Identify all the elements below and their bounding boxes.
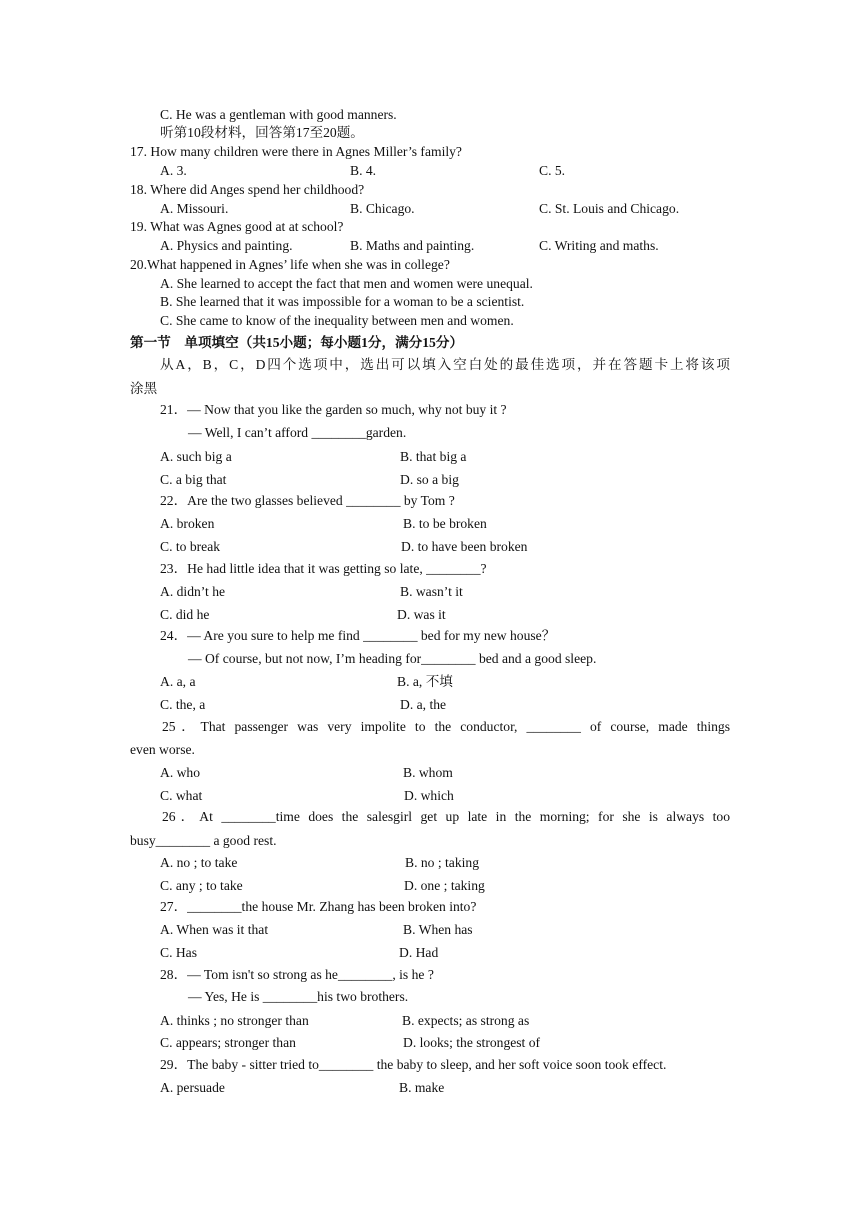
text-line-o26d: D. one ; taking bbox=[404, 878, 485, 893]
text-line-l08c: C. Writing and maths. bbox=[539, 238, 659, 253]
text-line-l01: C. He was a gentleman with good manners. bbox=[160, 107, 397, 122]
text-line-o21c: C. a big that bbox=[160, 472, 227, 487]
text-line-o24a: A. a, a bbox=[160, 674, 196, 689]
text-line-q25a: 25．That passenger was very impolite to the conductor, ________ of course, made things bbox=[162, 719, 730, 734]
text-line-o22c: C. to break bbox=[160, 539, 221, 554]
text-line-o21d: D. so a big bbox=[400, 472, 459, 487]
text-line-o29b: B. make bbox=[399, 1080, 445, 1095]
text-line-q23: 23．He had little idea that it was getting so late, ________? bbox=[160, 561, 487, 576]
text-line-q24a: 24．— Are you sure to help me find ________ bed for my new house？ bbox=[160, 628, 556, 643]
text-line-o23a: A. didn’t he bbox=[160, 584, 226, 599]
text-line-l06a: A. Missouri. bbox=[160, 201, 229, 216]
text-line-l04c: C. 5. bbox=[539, 163, 566, 178]
text-line-l05: 18. Where did Anges spend her childhood? bbox=[130, 182, 365, 197]
text-line-q28a: 28．— Tom isn't so strong as he________, is he ? bbox=[160, 967, 434, 982]
text-line-o21a: A. such big a bbox=[160, 449, 232, 464]
text-line-q26b: busy________ a good rest. bbox=[130, 833, 277, 848]
text-line-l06c: C. St. Louis and Chicago. bbox=[539, 201, 680, 216]
text-line-o22a: A. broken bbox=[160, 516, 215, 531]
text-line-q25b: even worse. bbox=[130, 742, 195, 757]
text-line-l07: 19. What was Agnes good at at school? bbox=[130, 219, 344, 234]
text-line-o26b: B. no ; taking bbox=[405, 855, 480, 870]
text-line-o27d: D. Had bbox=[399, 945, 439, 960]
text-line-o28d: D. looks; the strongest of bbox=[403, 1035, 541, 1050]
text-line-l13: 第一节 单项填空（共15小题；每小题1分，满分15分） bbox=[130, 335, 464, 350]
text-line-o27b: B. When has bbox=[403, 922, 473, 937]
text-line-q22: 22．Are the two glasses believed ________ by Tom ? bbox=[160, 493, 455, 508]
text-line-l04b: B. 4. bbox=[350, 163, 377, 178]
text-line-o28b: B. expects; as strong as bbox=[402, 1013, 530, 1028]
text-line-o24d: D. a, the bbox=[400, 697, 447, 712]
text-line-o25a: A. who bbox=[160, 765, 201, 780]
text-line-o23b: B. wasn’t it bbox=[400, 584, 463, 599]
text-line-q28b: — Yes, He is ________his two brothers. bbox=[188, 989, 409, 1004]
text-line-l11: B. She learned that it was impossible for a woman to be a scientist. bbox=[160, 294, 525, 309]
text-line-o28a: A. thinks ; no stronger than bbox=[160, 1013, 309, 1028]
text-line-q24b: — Of course, but not now, I’m heading for________ bed and a good sleep. bbox=[188, 651, 597, 666]
text-line-q21b: — Well, I can’t afford ________garden. bbox=[188, 425, 407, 440]
text-line-q27: 27．________the house Mr. Zhang has been broken into? bbox=[160, 899, 477, 914]
text-line-l09: 20.What happened in Agnes’ life when she was in college? bbox=[130, 257, 450, 272]
text-line-o23c: C. did he bbox=[160, 607, 210, 622]
text-line-o24c: C. the, a bbox=[160, 697, 206, 712]
text-line-o26c: C. any ; to take bbox=[160, 878, 243, 893]
text-line-q26a: 26．At ________time does the salesgirl get up late in the morning; for she is always too bbox=[162, 809, 730, 824]
text-line-o24b: B. a, 不填 bbox=[397, 674, 453, 689]
text-line-l08b: B. Maths and painting. bbox=[350, 238, 475, 253]
text-line-q21a: 21．— Now that you like the garden so much, why not buy it ? bbox=[160, 402, 507, 417]
text-line-l14: 从A，B，C，D四个选项中，选出可以填入空白处的最佳选项，并在答题卡上将该项 bbox=[160, 357, 730, 372]
text-line-o25d: D. which bbox=[404, 788, 454, 803]
text-line-o22d: D. to have been broken bbox=[401, 539, 528, 554]
text-line-o22b: B. to be broken bbox=[403, 516, 487, 531]
text-line-o29a: A. persuade bbox=[160, 1080, 225, 1095]
text-line-o27a: A. When was it that bbox=[160, 922, 269, 937]
text-line-o25b: B. whom bbox=[403, 765, 453, 780]
text-line-l08a: A. Physics and painting. bbox=[160, 238, 293, 253]
text-line-o21b: B. that big a bbox=[400, 449, 467, 464]
text-line-l04a: A. 3. bbox=[160, 163, 187, 178]
text-line-l03: 17. How many children were there in Agnes Miller’s family? bbox=[130, 144, 462, 159]
text-line-l12: C. She came to know of the inequality between men and women. bbox=[160, 313, 514, 328]
text-line-o27c: C. Has bbox=[160, 945, 198, 960]
text-line-o25c: C. what bbox=[160, 788, 203, 803]
text-line-l10: A. She learned to accept the fact that men and women were unequal. bbox=[160, 276, 533, 291]
text-line-o23d: D. was it bbox=[397, 607, 446, 622]
text-line-q29: 29．The baby - sitter tried to________ the baby to sleep, and her soft voice soon took effect. bbox=[160, 1057, 667, 1072]
text-line-o28c: C. appears; stronger than bbox=[160, 1035, 296, 1050]
text-line-l15: 涂黑 bbox=[130, 381, 158, 396]
text-line-l02: 听第10段材料，回答第17至20题。 bbox=[160, 125, 364, 140]
text-line-l06b: B. Chicago. bbox=[350, 201, 415, 216]
text-line-o26a: A. no ; to take bbox=[160, 855, 238, 870]
